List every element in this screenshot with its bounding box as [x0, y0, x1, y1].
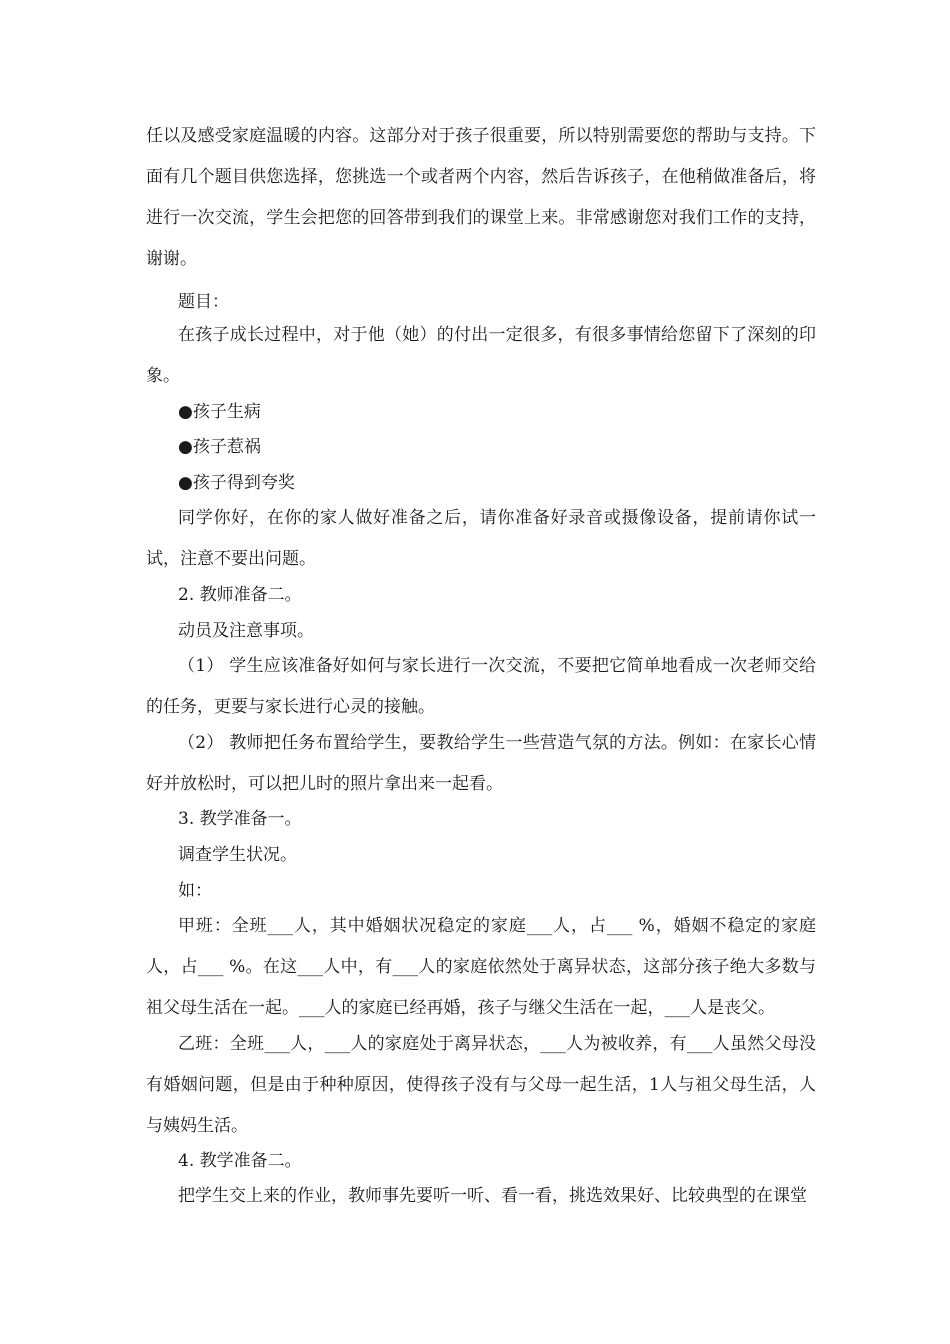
section-heading: 3. 教学准备一。	[178, 809, 302, 829]
bullet-item: ●孩子生病	[178, 402, 261, 422]
section-subheading: 调查学生状况。	[178, 845, 297, 865]
section-subheading: 动员及注意事项。	[178, 621, 314, 641]
bullet-item: ●孩子得到夸奖	[178, 473, 295, 493]
class-a-paragraph: 甲班：全班___人，其中婚姻状况稳定的家庭___人，占___ %，婚姻不稳定的家庭人，占___ %。在这___人中，有___人的家庭依然处于离异状态，这部分孩子绝大多数与祖父母生活在一起。___人的家庭已经再婚，孩子与继父生活在一起，___人是丧父。	[146, 916, 816, 1018]
numbered-paragraph: （1） 学生应该准备好如何与家长进行一次交流，不要把它简单地看成一次老师交给的任务，更要与家长进行心灵的接触。	[146, 656, 816, 717]
numbered-paragraph: （2） 教师把任务布置给学生，要教给学生一些营造气氛的方法。例如：在家长心情好并放松时，可以把儿时的照片拿出来一起看。	[146, 733, 816, 794]
class-b-paragraph: 乙班：全班___人，___人的家庭处于离异状态，___人为被收养，有___人虽然父母没有婚姻问题，但是由于种种原因，使得孩子没有与父母一起生活，1人与祖父母生活，人与姨妈生活。	[146, 1034, 816, 1136]
topic-description: 在孩子成长过程中，对于他（她）的付出一定很多，有很多事情给您留下了深刻的印象。	[146, 325, 816, 386]
section-heading: 2. 教师准备二。	[178, 585, 302, 605]
closing-paragraph: 把学生交上来的作业，教师事先要听一听、看一看，挑选效果好、比较典型的在课堂	[178, 1186, 807, 1206]
example-label: 如：	[178, 881, 212, 901]
intro-paragraph: 任以及感受家庭温暖的内容。这部分对于孩子很重要，所以特别需要您的帮助与支持。下面有几个题目供您选择，您挑选一个或者两个内容，然后告诉孩子，在他稍做准备后，将进行一次交流，学生会把您的回答带到我们的课堂上来。非常感谢您对我们工作的支持，谢谢。	[146, 126, 816, 269]
bullet-item: ●孩子惹祸	[178, 437, 261, 457]
topic-heading: 题目：	[178, 292, 229, 312]
student-note-paragraph: 同学你好，在你的家人做好准备之后，请你准备好录音或摄像设备，提前请你试一试，注意不要出问题。	[146, 508, 816, 569]
section-heading: 4. 教学准备二。	[178, 1151, 302, 1171]
